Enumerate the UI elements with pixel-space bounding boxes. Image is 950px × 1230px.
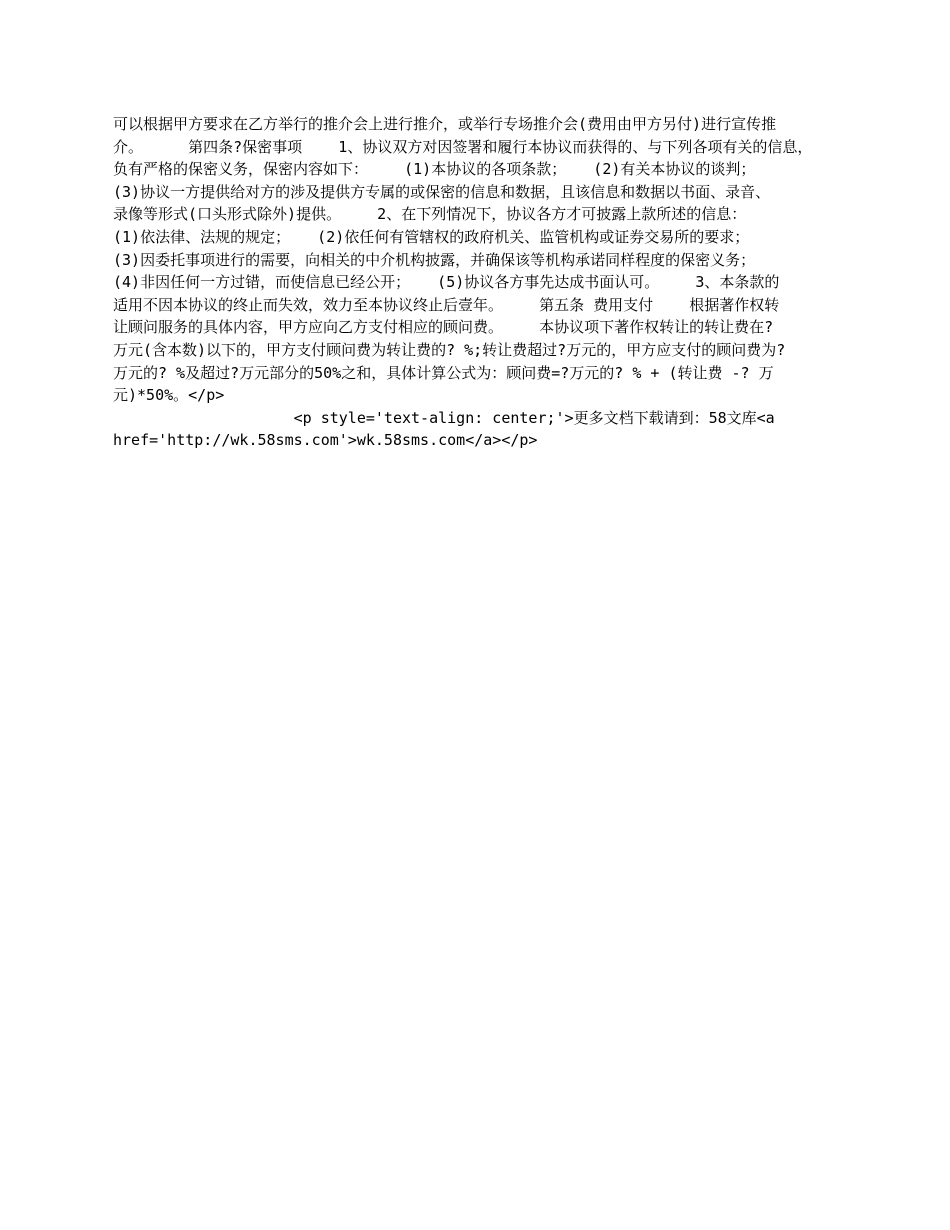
- text-line: 万元(含本数)以下的，甲方支付顾问费为转让费的? %;转让费超过?万元的，甲方应支付的顾问费为?: [113, 340, 786, 359]
- text-line: 负有严格的保密义务，保密内容如下： (1)本协议的各项条款； (2)有关本协议的谈判；: [113, 160, 756, 179]
- text-line: 介。 第四条?保密事项 1、协议双方对因签署和履行本协议而获得的、与下列各项有关的信息，: [113, 137, 813, 156]
- text-line: <p style='text-align: center;'>更多文档下载请到：58文库<a: [113, 408, 775, 427]
- text-line: (4)非因任何一方过错，而使信息已经公开； (5)协议各方事先达成书面认可。 3、本条款的: [113, 273, 780, 292]
- text-line: 适用不因本协议的终止而失效，效力至本协议终止后壹年。 第五条 费用支付 根据著作权转: [113, 295, 780, 314]
- text-line: 万元的? %及超过?万元部分的50%之和，具体计算公式为：顾问费=?万元的? % + (转让费 -? 万: [113, 363, 774, 382]
- text-line: (3)协议一方提供给对方的涉及提供方专属的或保密的信息和数据，且该信息和数据以书面、录音、: [113, 182, 771, 201]
- text-line: 让顾问服务的具体内容，甲方应向乙方支付相应的顾问费。 本协议项下著作权转让的转让费在?: [113, 318, 774, 337]
- text-line: href='http://wk.58sms.com'>wk.58sms.com</a></p>: [113, 431, 538, 450]
- text-line: 可以根据甲方要求在乙方举行的推介会上进行推介，或举行专场推介会(费用由甲方另付)进行宣传推: [113, 115, 777, 133]
- text-line: 录像等形式(口头形式除外)提供。 2、在下列情况下，协议各方才可披露上款所述的信息：: [113, 205, 747, 224]
- text-line: (3)因委托事项进行的需要，向相关的中介机构披露，并确保该等机构承诺同样程度的保密义务；: [113, 250, 756, 269]
- document-body: [113, 113, 853, 452]
- text-line: (1)依法律、法规的规定； (2)依任何有管辖权的政府机关、监管机构或证券交易所的要求；: [113, 227, 750, 246]
- text-line: 元)*50%。</p>: [113, 386, 225, 405]
